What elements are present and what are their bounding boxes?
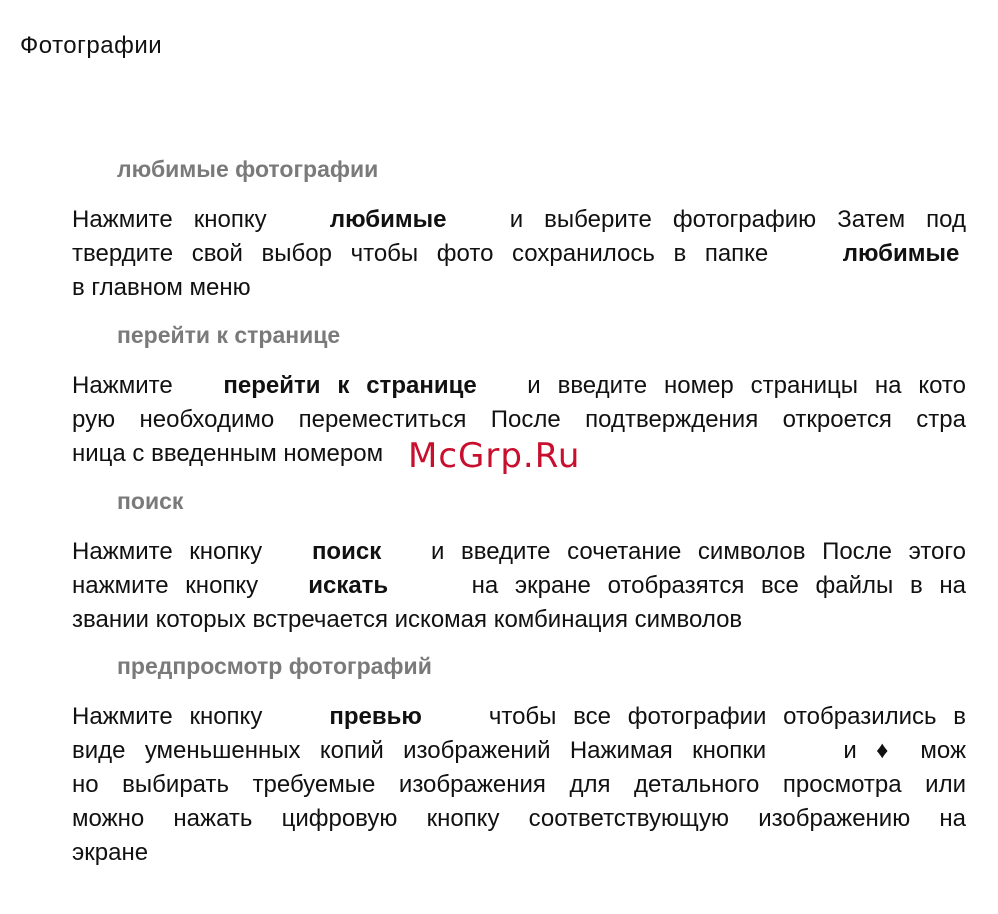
text-line: но выбирать требуемые изображения для детального просмотра или bbox=[72, 771, 966, 798]
text-line: в главном меню bbox=[72, 274, 251, 301]
text-line: виде уменьшенных копий изображений Нажимая кнопки и ♦ мож bbox=[72, 737, 967, 764]
paragraph-search bbox=[72, 535, 966, 637]
paragraph-favorites bbox=[72, 203, 966, 305]
button-name: искать bbox=[308, 572, 389, 599]
text-line: Нажмите кнопку поиск и введите сочетание символов После этого bbox=[72, 538, 966, 565]
section-heading-preview: предпросмотр фотографий bbox=[117, 653, 432, 679]
text-line: Нажмите кнопку превью чтобы все фотографии отобразились в bbox=[72, 703, 967, 730]
text-line: ница с введенным номером bbox=[72, 440, 384, 467]
text-line: экране bbox=[72, 839, 149, 866]
text-line: Нажмите кнопку любимые и выберите фотографию Затем под bbox=[72, 206, 966, 233]
text-line: рую необходимо переместиться После подтверждения откроется стра bbox=[72, 406, 966, 433]
paragraph-preview bbox=[72, 700, 966, 870]
text-line: твердите свой выбор чтобы фото сохранилось в папке любимые bbox=[72, 240, 960, 267]
text-line: звании которых встречается искомая комбинация символов bbox=[72, 606, 743, 633]
button-name: превью bbox=[329, 703, 422, 730]
text-line: нажмите кнопку искать на экране отобразятся все файлы в на bbox=[72, 572, 966, 599]
watermark: McGrp.Ru bbox=[408, 436, 581, 476]
section-heading-goto-page: перейти к странице bbox=[117, 322, 341, 348]
button-name: любимые bbox=[329, 206, 447, 233]
text-line: можно нажать цифровую кнопку соответствующую изображению на bbox=[72, 805, 966, 832]
text-line: Нажмите перейти к странице и введите номер страницы на кото bbox=[72, 372, 966, 399]
button-name: поиск bbox=[311, 538, 382, 565]
section-heading-search: поиск bbox=[117, 488, 184, 514]
section-heading-favorites: любимые фотографии bbox=[117, 156, 379, 182]
button-name: любимые bbox=[842, 240, 960, 267]
button-name: перейти к странице bbox=[223, 372, 477, 399]
page-title: Фотографии bbox=[20, 32, 163, 59]
